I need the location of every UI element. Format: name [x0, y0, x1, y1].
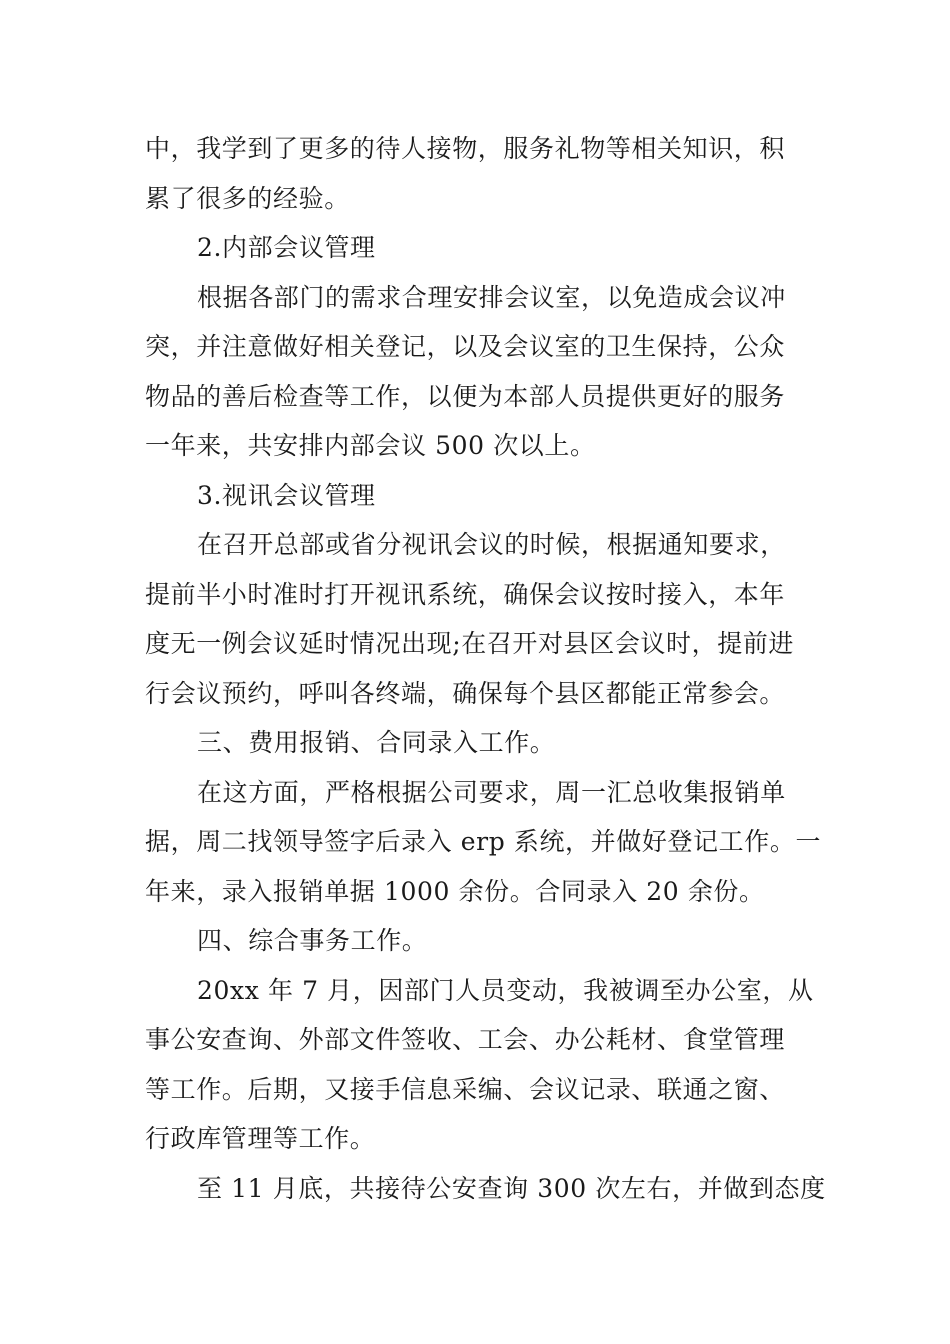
text-line: 等工作。后期，又接手信息采编、会议记录、联通之窗、: [145, 1074, 786, 1104]
text-line: 中，我学到了更多的待人接物，服务礼物等相关知识，积: [145, 134, 786, 163]
text-line: 根据各部门的需求合理安排会议室，以免造成会议冲: [197, 282, 786, 312]
text-line: 据，周二找领导签字后录入 erp 系统，并做好登记工作。一: [145, 827, 822, 856]
text-line: 突，并注意做好相关登记，以及会议室的卫生保持，公众: [145, 332, 786, 361]
text-line: 物品的善后检查等工作，以便为本部人员提供更好的服务: [145, 381, 786, 411]
text-line: 提前半小时准时打开视讯系统，确保会议按时接入，本年: [145, 579, 786, 609]
text-line: 四、综合事务工作。: [197, 926, 428, 955]
text-line: 三、费用报销、合同录入工作。: [197, 728, 556, 757]
text-line: 累了很多的经验。: [145, 183, 350, 213]
text-line: 一年来，共安排内部会议 500 次以上。: [145, 431, 596, 460]
text-line: 20xx 年 7 月，因部门人员变动，我被调至办公室，从: [197, 975, 814, 1005]
text-line: 3.视讯会议管理: [197, 480, 376, 510]
text-line: 事公安查询、外部文件签收、工会、办公耗材、食堂管理: [145, 1025, 786, 1054]
text-line: 至 11 月底，共接待公安查询 300 次左右，并做到态度: [197, 1173, 826, 1203]
document-body: [145, 124, 826, 1213]
text-line: 2.内部会议管理: [197, 233, 376, 262]
text-line: 在召开总部或省分视讯会议的时候，根据通知要求，: [197, 530, 786, 559]
text-line: 在这方面，严格根据公司要求，周一汇总收集报销单: [197, 777, 786, 807]
text-line: 行政库管理等工作。: [145, 1124, 376, 1153]
text-line: 年来，录入报销单据 1000 余份。合同录入 20 余份。: [145, 876, 765, 906]
text-line: 度无一例会议延时情况出现;在召开对县区会议时，提前进: [145, 629, 795, 658]
text-line: 行会议预约，呼叫各终端，确保每个县区都能正常参会。: [145, 678, 786, 708]
